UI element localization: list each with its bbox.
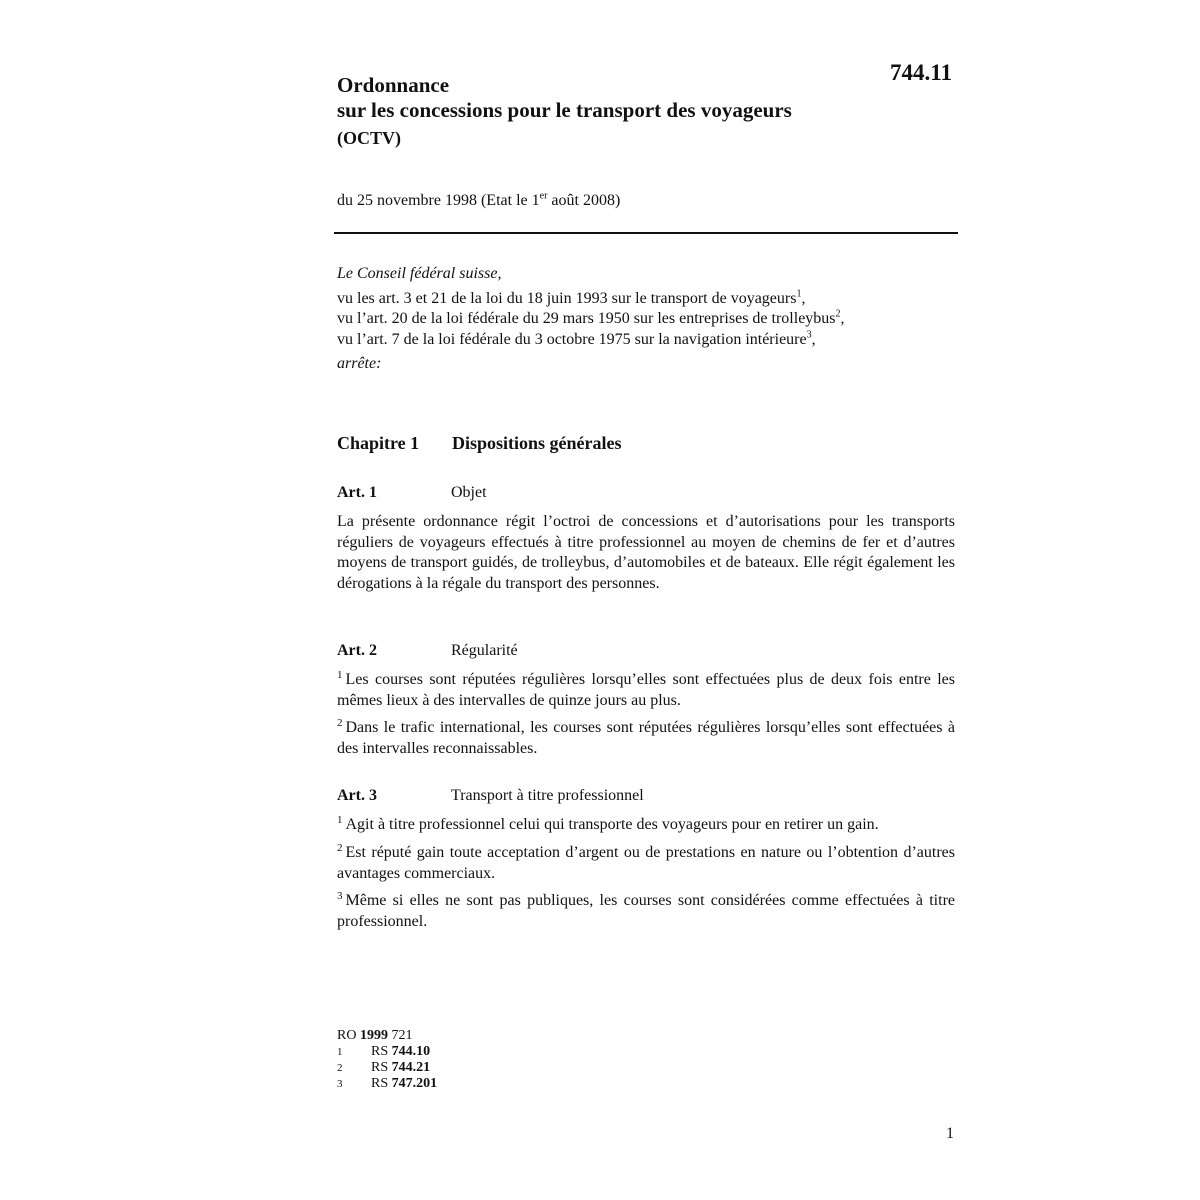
title-line-2: sur les concessions pour le transport des voyageurs [337,98,792,122]
chapter-number: Chapitre 1 [337,433,420,453]
footnote-link[interactable]: 747.201 [391,1076,438,1091]
document-title [337,73,897,151]
article-number: Art. 3 [337,787,377,804]
date-superscript: er [539,190,548,202]
article-heading [337,484,487,502]
date-text-start: du 25 novembre 1998 (Etat le 1 [337,192,540,209]
article-number: Art. 1 [337,484,377,501]
preamble-authority: Le Conseil fédéral suisse, [337,265,502,282]
preamble [337,264,957,375]
footnote-ref[interactable]: 1 [796,288,802,300]
header-divider [334,232,958,234]
official-compilation-ref: RO 1999 721 [337,1028,413,1043]
article-paragraph: $^1$ Agit à titre professionnel celui qui transporte des voyageurs pour en retirer un gain. [337,813,879,833]
article-heading [337,642,518,660]
article-number: Art. 2 [337,642,377,659]
paragraph-number: 1 [337,813,343,826]
paragraph-number: 3 [337,889,343,902]
paragraph-number: 2 [337,841,343,854]
chapter-title: Dispositions générales [452,433,622,453]
paragraph-number: 1 [337,668,343,681]
preamble-decree: arrête: [337,355,382,372]
footnote-mark: 2 [337,1062,343,1074]
footnotes [337,1028,437,1092]
footnote-ref[interactable]: 3 [806,329,812,341]
footnote-link[interactable]: 744.21 [391,1060,431,1075]
article-title: Transport à titre professionnel [451,787,644,804]
footnote: 2 RS 744.21 [337,1060,431,1075]
paragraph-number: 2 [337,716,343,729]
article-paragraph: $^3$ Même si elles ne sont pas publiques, les courses sont considérées comme effectuées à titre professionnel. [337,889,955,930]
footnote: 3 RS 747.201 [337,1076,438,1091]
footnote: 1 RS 744.10 [337,1044,431,1059]
title-abbreviation: (OCTV) [337,128,401,148]
document-date [337,192,620,210]
footnote-mark: 3 [337,1078,343,1090]
footnote-mark: 1 [337,1046,343,1058]
article-paragraph: $^1$ Les courses sont réputées régulières lorsqu’elles sont effectuées plus de deux fois entre les mêmes lieux à des intervalles de quinze jours au plus. [337,668,955,709]
preamble-line: vu l’art. 20 de la loi fédérale du 29 mars 1950 sur les entreprises de trolleybus$^2$, [337,308,845,327]
footnote-ref[interactable]: 2 [835,308,841,320]
article-heading [337,787,644,805]
page-number: 1 [946,1125,954,1142]
chapter-heading [337,433,622,454]
date-text-end: août 2008) [547,192,621,209]
article-paragraph: $^2$ Est réputé gain toute acceptation d’argent ou de prestations en nature ou l’obtention d’autres avantages commerciaux. [337,841,955,882]
article-paragraph: $^2$ Dans le trafic international, les courses sont réputées régulières lorsqu’elles sont effectuées à des intervalles reconnaissables. [337,716,955,757]
article-title: Régularité [451,642,518,659]
article-paragraph: La présente ordonnance régit l’octroi de concessions et d’autorisations pour les transports réguliers de voyageurs effectués à titre professionnel au moyen de chemins de fer et d’autres moyens de transport guidés, de trolleybus, d’automobiles et de bateaux. Elle régit également les dérogations à la régale du transport des personnes. [337,513,955,593]
article-title: Objet [451,484,487,501]
preamble-line: vu l’art. 7 de la loi fédérale du 3 octobre 1975 sur la navigation intérieure$^3$, [337,329,816,348]
sr-number: 744.11 [890,60,952,85]
preamble-line: vu les art. 3 et 21 de la loi du 18 juin 1993 sur le transport de voyageurs$^1$, [337,288,806,307]
title-line-1: Ordonnance [337,73,450,97]
footnote-link[interactable]: 744.10 [391,1044,431,1059]
